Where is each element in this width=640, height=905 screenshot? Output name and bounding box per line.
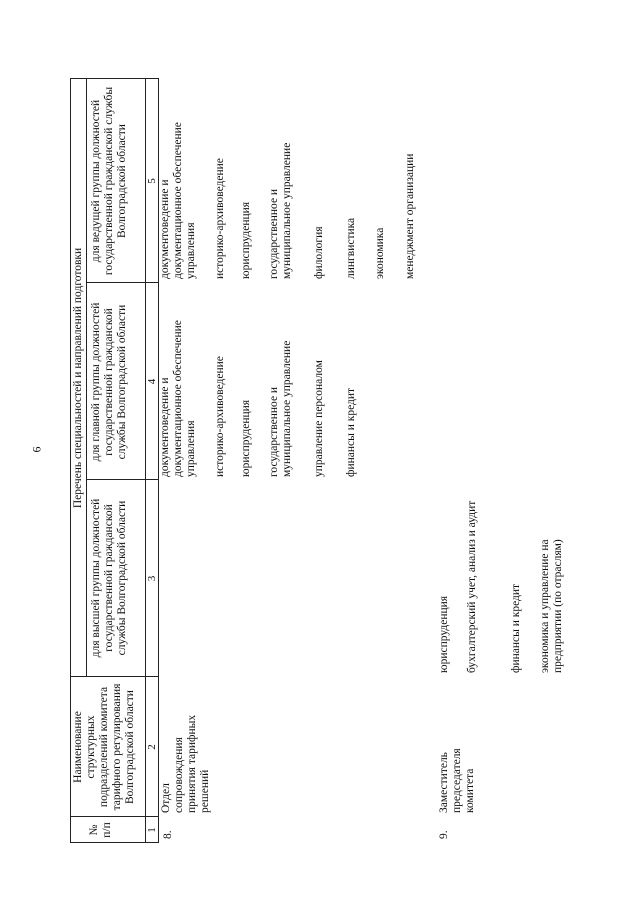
row-9-department-name: Заместитель председателя комитета (438, 748, 476, 813)
header-department-name: Наименование структурных подразделений комитета тарифного регулирования Волгоградской области (72, 683, 136, 811)
row-8-department-name: Отдел сопровождения принятия тарифных решений (160, 714, 211, 813)
row-8-leading-specialty-5: филология (313, 226, 325, 279)
row-8-leading-specialty-1: документоведение и документационное обеспечение управления (159, 122, 197, 279)
column-number-4: 4 (146, 378, 158, 385)
header-highest-group: для высшей группы должностей государственной гражданской службы Волгоградской области (90, 498, 128, 658)
row-8-leading-specialty-3: юриспруденция (240, 201, 252, 279)
group-header-divider (86, 79, 87, 677)
row-8-leading-specialty-7: экономика (374, 227, 386, 279)
row-8-main-specialty-6: финансы и кредит (345, 387, 357, 477)
row-8-main-specialty-4: государственное и муниципальное управление (268, 340, 293, 477)
column-number-3: 3 (146, 575, 158, 582)
row-9-highest-specialty-1: юриспруденция (438, 595, 450, 673)
header-number: № п/п (88, 822, 113, 838)
column-number-1: 1 (146, 827, 158, 833)
row-8-leading-specialty-4: государственное и муниципальное управление (268, 142, 293, 279)
row-8-main-specialty-5: управление персоналом (313, 360, 325, 477)
row-8-leading-specialty-8: менеджмент организации (404, 153, 416, 279)
header-leading-group: для ведущей группы должностей государственной гражданской службы Волгоградской области (90, 86, 128, 276)
row-8-main-specialty-3: юриспруденция (240, 399, 252, 477)
table-top-border (70, 79, 71, 843)
row-8-main-specialty-1: документоведение и документационное обеспечение управления (159, 320, 197, 477)
row-9-highest-specialty-4: экономика и управление на предприятии (по отраслям) (539, 539, 564, 673)
page-number: 6 (29, 446, 44, 453)
row-9-highest-specialty-2: бухгалтерский учет, анализ и аудит (466, 500, 478, 673)
row-9-highest-specialty-3: финансы и кредит (510, 583, 522, 673)
header-main-group: для главной группы должностей государственной гражданской службы Волгоградской области (90, 302, 128, 462)
header-specialties-group: Перечень специальностей и направлений подготовки (72, 247, 84, 509)
row-8-number: 8. (162, 830, 174, 839)
row-8-main-specialty-2: историко-архивоведение (214, 356, 226, 477)
row-9-number: 9. (438, 830, 450, 839)
row-8-leading-specialty-6: лингвистика (345, 217, 357, 279)
column-number-5: 5 (146, 178, 158, 184)
rotated-table-page (70, 17, 590, 843)
column-number-2: 2 (146, 744, 158, 750)
row-8-leading-specialty-2: историко-архивоведение (214, 158, 226, 279)
